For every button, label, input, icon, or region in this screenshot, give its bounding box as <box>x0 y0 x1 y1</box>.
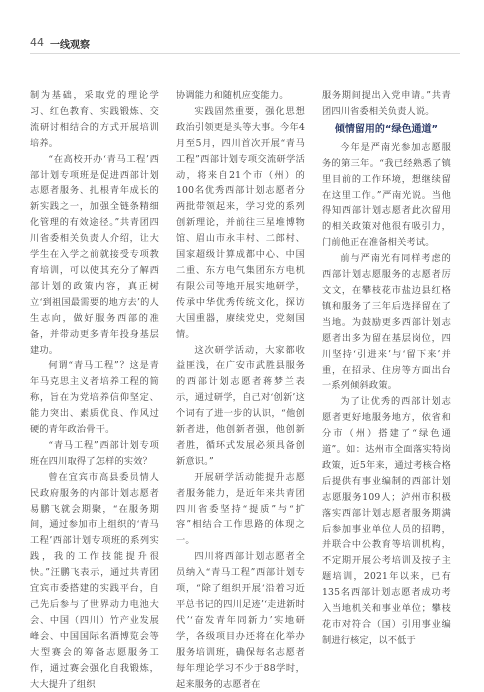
paragraph: 服务期间提出入党申请。”共青团四川省委相关负责人说。 <box>322 90 451 117</box>
paragraph: 制为基础，采取党的理论学习、红色教育、实践锻炼、交流研讨相结合的方式开展培训培养。 <box>30 90 159 149</box>
paragraph: 协调能力和随机应变能力。 <box>176 90 289 101</box>
paragraph: 今年是严南光参加志愿服务的第三年。“我已经熟悉了镇里目前的工作环境，想继续留在这里工作。”严南光说。当他得知西部计划志愿者此次留用的相关政策对他很有吸引力，门前他正在准备相关考试。 <box>322 141 451 249</box>
paragraph: “在高校开办‘青马工程’西部计划专项班是促进西部计划志愿者服务、扎根青年成长的新实践之一，加强全链条精细化管理的有效途径。”共青团四川省委相关负责人介绍，让大学生在入学之前就接受专项教育培训，可以使其充分了解西部计划的政策内容，真正树立‘到祖国最需要的地方去’的人生志向，做好服务西部的准备，并带动更多青年投身基层建功。 <box>30 153 159 356</box>
page-number: 44 <box>30 36 44 49</box>
header-divider <box>30 53 460 54</box>
paragraph: 实践固然重要，强化思想政治引领更是头等大事。今年4月至5月，四川首次开展“青马工程”西部计划专项交流研学活动，将来自21个市（州）的100名优秀西部计划志愿者分两批带领起来，学习党的系列创新理论，并前往三星堆博物馆、眉山市永丰村、二郎村、国家超级计算成都中心、中国二重、东方电气集团东方电机有限公司等地开展实地研学，传承中华优秀传统文化，探访大国重器，赓续党史，党刻国情。 <box>176 105 305 340</box>
paragraph: 何谓“青马工程”？这是青年马克思主义者培养工程的简称，旨在为党培养信仰坚定、能力突出、素质优良、作风过硬的青年政治骨干。 <box>30 360 159 436</box>
page-header <box>30 36 460 52</box>
paragraph: 前与严南光有同样考虑的西部计划志愿服务的志愿者厉文文，在攀枝花市盐边县红格镇和服务了三年后选择留在了当地。为鼓励更多西部计划志愿者出多为留在基层岗位，四川坚持‘引进来’与‘留下来’并重，在招录、住房等方面出台一系列倾斜政策。 <box>322 253 451 392</box>
section-heading: 倾情留用的“绿色通道” <box>334 123 439 135</box>
text-column-2 <box>176 88 305 692</box>
paragraph: 曾在宜宾市高县委员情人民政府服务的内部计划志愿者易鹏飞就会期聚，“在服务期间，通过参加市上组织的‘青马工程’西部计划专项班的系列实践，我的工作技能提升很快。”汪鹏飞表示，通过共青团宜宾市委搭建的实践平台，自己先后参与了世界动力电池大会、中国（四川）竹产业发展峰会、中国国际名酒博览会等大型赛会的筹备志愿服务工作，通过赛会强化自我锻炼，大大提升了组织 <box>30 471 159 690</box>
text-column-3 <box>322 88 451 649</box>
section-name: 一线观察 <box>50 40 90 51</box>
paragraph: 为了让优秀的西部计划志愿者更好地服务地方，依省和分市（州）搭建了“绿色通道”。如：达州市全面落实特岗政策，近5年来，通过考核合格后提供有事业编制的西部计划志愿服务109人；泸州市积极落实西部计划志愿者服务期满后参加事业单位人员的招聘，并联合中公教育等培训机构，不定期开展公考培训及按子主题培训，2021年以来，已有135名西部计划志愿者成功考入当地机关和事业单位；攀枝花市对符合（国）引用事业编制进行核定，以不低于 <box>322 396 451 646</box>
paragraph: 开展研学活动能提升志愿者服务能力，是近年来共青团四川省委坚持“提质”与“扩容”相结合工作思路的体现之一。 <box>176 471 305 547</box>
paragraph: 这次研学活动，大家都收益匪浅，在广安市武胜县服务的西部计划志愿者蒋梦兰表示，通过研学，自己对‘创新’这个词有了进一步的认识，“他创新者进，他创新者强，他创新者胜，循环式发展必须具备创新意识。” <box>176 344 305 467</box>
paragraph: 四川将西部计划志愿者全员纳入“青马工程”西部计划专项，“除了组织开展‘沿着习近平总书记的四川足迹’‘走进新时代’‘奋发青年同新力’实地研学，各级项目办还将在化举办服务培训班，确保每名志愿者每年理论学习不少于88学时，起来服务的志愿者在 <box>176 551 305 690</box>
text-column-1 <box>30 88 159 692</box>
paragraph: “青马工程”西部计划专项班在四川取得了怎样的实效？ <box>30 439 159 467</box>
